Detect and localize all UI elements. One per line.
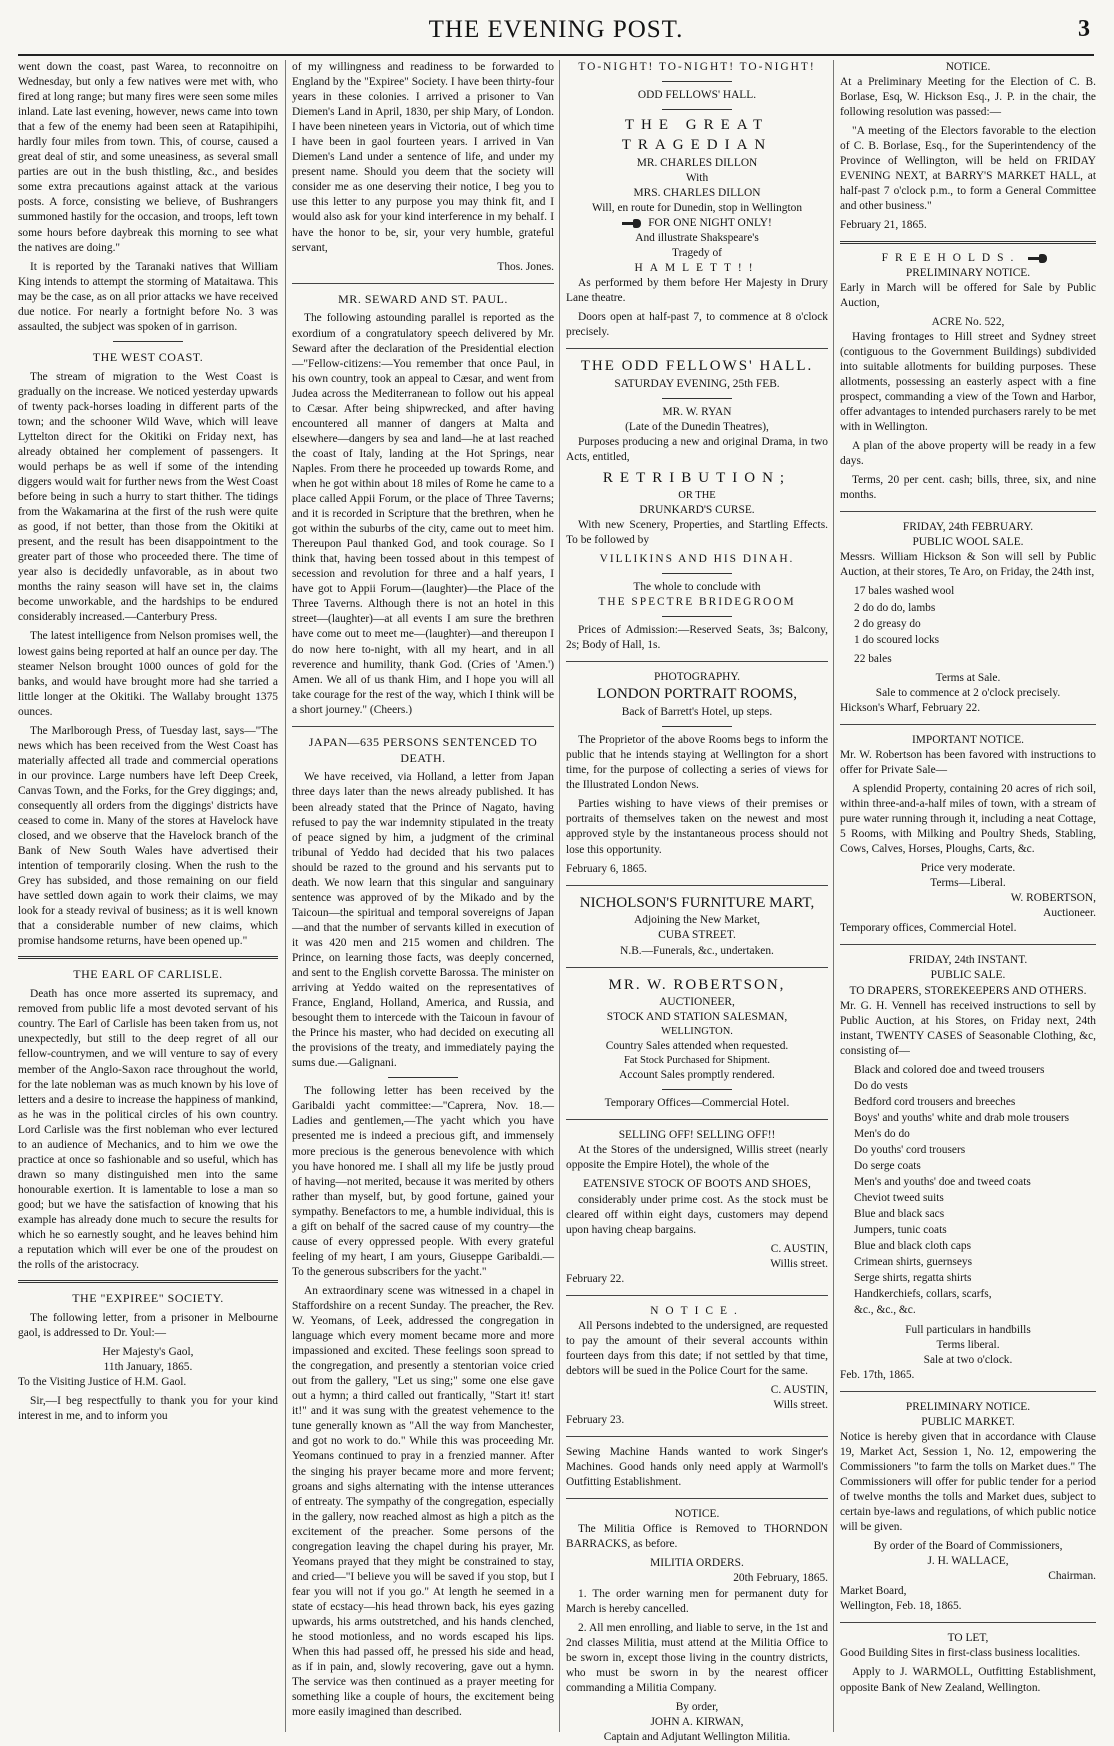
ad-text: Messrs. William Hickson & Son will sell by Public Auction, at their stores, Te Aro, on Friday, the 24th inst, [840,551,1096,579]
ad-text: With new Scenery, Properties, and Startling Effects. To be followed by [566,518,828,547]
divider [292,283,554,284]
ad-text: Parties wishing to have views of their premises or portraits of themselves taken on the newest and most approved style by the instantaneous process should not lose this opportunity. [566,798,828,856]
article-paragraph: Sir,—I beg respectfully to thank you for your kind interest in me, and to inform you [18,1395,278,1423]
ad-play-title: RETRIBUTION; [602,470,792,487]
ad-text: ACRE No. 522, [931,315,1005,328]
ad-topline: TO-NIGHT! TO-NIGHT! TO-NIGHT! [578,61,816,73]
ad-drapers-sale [840,953,1096,1382]
ad-text: Account Sales promptly rendered. [619,1069,775,1082]
ad-text: And illustrate Shakspeare's [635,231,759,244]
ad-text: Tragedy of [672,246,722,259]
ad-date: SATURDAY EVENING, 25th FEB. [614,378,780,391]
ad-heading: PUBLIC MARKET. [921,1415,1015,1428]
ad-text: Apply to J. WARMOLL, Outfitting Establishment, opposite Bank of New Zealand, Wellington. [840,1666,1096,1694]
ad-business-name: LONDON PORTRAIT ROOMS, [596,686,798,703]
column-divider [833,60,834,1732]
divider [566,1295,828,1296]
ad-text: considerably under prime cost. As the stock must be cleared off within eight days, customers may depend upon having cheap bargains. [566,1193,828,1236]
divider [388,1077,458,1078]
pointing-hand-icon [1028,254,1048,263]
ad-selling-off [566,1128,828,1286]
letter-address: Her Majesty's Gaol, [102,1346,194,1359]
ad-text: A splendid Property, containing 20 acres of rich soil, within three-and-a-half miles of town, with a stream of pure water running through it, including a neat Cottage, 5 Rooms, with Milking and Poultry Sheds, Stabling, Cows, Calves, Horses, Ploughs, Carts, &c. [840,782,1096,856]
divider [840,511,1096,512]
ad-text: WELLINGTON. [661,1026,733,1038]
divider [566,1498,828,1499]
ad-headline: THE GREAT TRAGEDIAN [621,117,773,153]
divider [840,944,1096,945]
divider [566,967,828,968]
list-item: Do serge coats [854,1160,921,1173]
ad-heading: NOTICE. [945,61,991,73]
ad-text: Fat Stock Purchased for Shipment. [623,1055,771,1067]
ad-heading: PHOTOGRAPHY. [654,671,740,684]
ad-text: STOCK AND STATION SALESMAN, [606,1011,788,1024]
ad-heading: TO LET, [947,1632,989,1645]
ad-heading: FREEHOLDS. [881,251,1021,264]
list-item: Crimean shirts, guernseys [854,1256,972,1269]
divider [566,348,828,349]
letter-date: 11th January, 1865. [103,1361,193,1374]
ad-text: Will, en route for Dunedin, stop in Wellington [591,201,803,214]
clothing-items [854,1063,1096,1319]
ad-date: 20th February, 1865. [733,1572,828,1585]
ad-text: AUCTIONEER, [659,996,735,1009]
ad-text: Terms liberal. [936,1338,1000,1351]
ad-election-notice [840,60,1096,234]
ad-play-title: THE SPECTRE BRIDEGROOM [598,596,796,609]
ad-text: Temporary Offices—Commercial Hotel. [604,1097,790,1110]
divider [292,726,554,727]
list-item: 1 do scoured locks [854,633,940,646]
ad-signature: C. AUSTIN, [770,1384,828,1397]
ad-wool-sale [840,520,1096,716]
headline-earl-of-carlisle: THE EARL OF CARLISLE. [73,967,223,982]
article-paragraph: The latest intelligence from Nelson promises well, the lowest gains being reported at half an ounce per day. The steamer Nelson brought 1000 ounces of gold for the banks, and would have brought more had she tarried a little longer at the Okitiki. The Wallaby brought 1375 ounces. [18,630,278,718]
ad-date: FRIDAY, 24th FEBRUARY. [902,521,1034,534]
list-item: Boys' and youths' white and drab mole trousers [854,1111,1070,1124]
ad-text: With [685,171,709,184]
ad-signature: J. H. WALLACE, [927,1555,1009,1568]
divider [18,956,278,959]
ad-subtitle: TO DRAPERS, STOREKEEPERS AND OTHERS. [849,984,1087,997]
ad-heading: NOTICE. [674,1508,720,1521]
newspaper-title: THE EVENING POST. [428,16,684,43]
list-item: Blue and black sacs [854,1208,945,1221]
ad-heading: SELLING OFF! SELLING OFF!! [618,1129,776,1142]
ad-signature: Wills street. [773,1399,828,1412]
ad-to-let [840,1631,1096,1695]
column-1 [18,60,278,1732]
list-item: Black and colored doe and tweed trousers [854,1063,1045,1076]
headline-expiree-society: THE "EXPIREE" SOCIETY. [72,1291,224,1306]
ad-play-title: VILLIKINS AND HIS DINAH. [599,553,795,566]
list-item: Men's and youths' doe and tweed coats [854,1176,1031,1189]
divider [662,616,732,617]
headline-west-coast: THE WEST COAST. [92,349,204,364]
list-item: 2 do do do, lambs [854,601,936,614]
article-paragraph: The following letter, from a prisoner in Melbourne gaol, is addressed to Dr. Youl:— [18,1312,278,1340]
ad-text: N.B.—Funerals, &c., undertaken. [620,944,774,957]
ad-heading-row [840,251,1096,266]
pointing-hand-icon [622,219,642,228]
ad-date: February 6, 1865. [566,862,647,875]
ad-text: Early in March will be offered for Sale by Public Auction, [840,281,1096,309]
divider [662,81,732,82]
divider [566,885,828,886]
ad-one-night [566,216,828,231]
ad-text: Good Building Sites in first-class business localities. [840,1647,1081,1660]
ad-text: Having frontages to Hill street and Sydney street (contiguous to the Government Buildings) subdivided into suitable allotments for building purposes. These allotments, possessing an easterly aspect with a fine prospect, commanding a view of the Town and Harbor, offer advantages to intended purchasers rarely to be met with in Wellington. [840,330,1096,434]
divider [566,661,828,662]
ad-text: Terms at Sale. [935,671,1001,684]
ad-performer: MRS. CHARLES DILLON [633,186,761,199]
article-paragraph: An extraordinary scene was witnessed in a chapel in Staffordshire on a recent Sunday. The preacher, the Rev. W. Yeomans, of Leek, addressed the congregation in language which every moment became more and more impassioned and excited. These feelings soon spread to the congregation, and presently a stentorian voice cried out from the gallery, "Let us sing;" some one else gave out a hymn; a third called out frantically, "Start it! start it!" and it was sung with the greatest vehemence to the tune generally known as "All the way from Manchester, and got no work to do." While this was proceeding Mr. Yeomans continued to pray in a frenzied manner. After the singing his prayer became more and more fervent; groans and sighs alternating with the intense utterances of entreaty. The sympathy of the congregation, especially in the gallery, now reached almost as high a pitch as the excitement of the preacher. Some persons of the congregation leaving the chapel during his prayer, Mr. Yeomans prayed that they might be constrained to stay, and cried—"I believe you will be saved if you stop, but I fear you will not if you go." At length he seemed in a state of ecstacy—his head thrown back, his eyes gazing upwards, his arms outstretched, and his hands clenched, he stood motionless, and no words escaped his lips. When this had passed off, he pressed his side and head, as if in pain, and, slowly recovering, gave out a hymn. The service was then continued as a prayer meeting for something like a couple of hours, the excitement being more easily imagined than described. [292,1284,554,1719]
ad-business-name: MR. W. ROBERTSON, [608,976,786,993]
ad-date: Wellington, Feb. 18, 1865. [840,1600,962,1613]
ad-freeholds [840,251,1096,504]
divider [662,726,732,727]
ad-signature: C. AUSTIN, [770,1242,828,1255]
ad-text: At the Stores of the undersigned, Willis street (nearly opposite the Empire Hotel), the whole of the [566,1144,828,1172]
letter-signature: Thos. Jones. [497,260,554,273]
divider [662,573,732,574]
divider [840,1622,1096,1623]
ad-text: Notice is hereby given that in accordance with Clause 19, Market Act, Session 1, No. 12, empowering the Commissioners "to farm the tolls on Market dues." The Commissioners will offer for public tender for a period of twelve months the tolls and Market dues, subject to certain bye-laws and regulations, of which public notice will be given. [840,1430,1096,1534]
article-paragraph: The following astounding parallel is reported as the exordium of a congratulatory speech delivered by Mr. Seward after the declaration of the Presidential election—"Fellow-citizens:—You remember that once Paul, in his own country, took an appeal to Cæsar, and went from Judea across the Mediterranean to follow out his appeal to Cæsar. After being shipwrecked, and after having encountered all manner of dangers at Malta and elsewhere—dangers by sea and land—he at last reached the coast of Italy, landing at the Hot Springs, near Naples. From there he proceeded up towards Rome, and when he got within about 18 miles of Rome he came to a place called Appii Forum, or the place of Three Taverns; and it is recorded in Scripture that the brethren, when he got within the suburbs of the city, came out to meet him. Thereupon Paul thanked God, and took courage. So I think that, having been tossed about in this tempest of secession and revolution for three and a half years, I have got to Appii Forum—(laughter)—the Place of the Three Taverns. Although there is not an hotel in this street—(laughter)—at all events I am sure the brethren have come out to meet me—(laughter)—and thereupon I do now here to-night, with all my heart, and in all reverence and humility, thank God. (Cries of 'Amen.') Amen. We all of us thank Him, and I hope you will all take courage for the rest of the way, which I think will be a short journey." (Cheers.) [292,312,554,716]
article-paragraph: The following letter has been received by the Garibaldi yacht committee:—"Caprera, Nov. 18.—Ladies and gentlemen,—The yacht which you have presented me is indeed a precious gift, and immensely more precious is the generous benevolence with which you have honored me. I shall all my life be justly proud of having—not merited, because it was merited by others rather than myself, but, by good fortune, gained your sympathy. Benefactors to me, a humble individual, this is a gift on behalf of the sacred cause of my country—the cause of every oppressed people. With every grateful feeling of my heart, I am yours, Giuseppe Garibaldi.—To the generous subscribers for the yacht." [292,1085,554,1278]
divider [662,109,732,110]
ad-subtitle: PRELIMINARY NOTICE. [905,1400,1031,1413]
ad-text: (Late of the Dunedin Theatres), [625,421,769,434]
ad-text: Temporary offices, Commercial Hotel. [840,922,1017,935]
list-item: 17 bales washed wool [854,585,955,598]
article-paragraph: of my willingness and readiness to be forwarded to England by the "Expiree" Society. I have been thirty-four years in these colonies. I arrived a prisoner to Van Diemen's Land in April, 1830, per ship Mary, of London. I have been nineteen years in Victoria, out of which time I have been in gaol fourteen years. I arrived in Van Diemen's Land under a sentence of life, and under my present name. Should you deem that the society will consider me as one deserving their notice, I beg you to use this letter to any purpose you may think fit, and I would also ask for your kind interference in my behalf. I have the honor to be, sir, your very humble, grateful servant, [292,61,554,254]
column-divider [559,60,560,1732]
ad-performer: MR. W. RYAN [662,406,732,419]
ad-heading: IMPORTANT NOTICE. [911,733,1025,746]
ad-signature: Auctioneer. [1043,907,1096,920]
list-item: Blue and black cloth caps [854,1240,972,1253]
ad-date: February 22. [566,1272,625,1285]
page-number: 3 [1078,16,1090,42]
ad-notice-austin [566,1304,828,1428]
ad-signature: JOHN A. KIRWAN, [650,1715,744,1728]
ad-text: CUBA STREET. [658,929,736,942]
ad-subtitle: PRELIMINARY NOTICE. [905,266,1031,279]
ad-text: OR THE [678,490,716,502]
ad-public-market [840,1400,1096,1615]
column-3 [566,60,828,1743]
ad-play-title: HAMLETT!! [634,262,760,275]
ad-subtitle: MILITIA ORDERS. [650,1557,744,1570]
ad-venue: ODD FELLOWS' HALL. [637,89,757,102]
ad-text: "A meeting of the Electors favorable to the election of C. B. Borlase, Esq., for the Superintendency of the Province of Wellington, will be held on FRIDAY EVENING NEXT, at BARRY'S MARKET HALL, at half-past 7 o'clock p.m., to form a General Committee and other business." [840,125,1096,213]
ad-text: Terms, 20 per cent. cash; bills, three, six, and nine months. [840,474,1096,502]
divider [113,341,183,342]
ad-text: The Militia Office is Removed to THORNDON BARRACKS, as before. [566,1523,828,1551]
divider [18,1280,278,1283]
article-paragraph: The stream of migration to the West Coast is gradually on the increase. We noticed yesterday upwards of twenty pack-horses loading in different parts of the town; and the schooner Wild Wave, which will leave Lyttelton direct for the Okitiki on Friday next, has already obtained her complement of passengers. It would perhaps be as well if some of the intending diggers would wait for further news from the West Coast before being in such a hurry to start thither. The tidings from the Wakamarina at the first of the rush were quite as good, if not better, than those from the Okitiki at present, and the result has been disappointment to the greater part of those who proceeded there. The time of year also is decidedly unfavorable, as in about two months the rainy season will have set in, the claims become unworkable, and the hardships to be endured considerably increased.—Canterbury Press. [18,370,278,624]
ad-performer: MR. CHARLES DILLON [636,156,758,169]
article-paragraph: went down the coast, past Warea, to reconnoitre on Wednesday, but only a few natives were met with, who fired at long range; but many fires were seen some miles inland. Late last evening, however, news came into town that a few of the enemy had been seen at Ratapihipihi, hardly four miles from town. This, of course, caused a great deal of stir, and some uneasiness, as several small parties are out in the bush thistling, &c., and besides some extra precautions against attack at the various posts. A force, consisting we believe, of Bushrangers summoned hastily for the occasion, and troops, left town some hours before daybreak this morning to see what the natives are doing." [18,61,278,254]
ad-date: Feb. 17th, 1865. [840,1368,915,1381]
ad-business-name: NICHOLSON'S FURNITURE MART, [579,894,815,911]
ad-heading: NOTICE. [650,1304,744,1317]
article-paragraph: We have received, via Holland, a letter from Japan three days later than the news already published. It has been already stated that the Prince of Nagato, having refused to pay the war indemnity stipulated in the treaty of peace signed by him, a judgment of the criminal tribunal of Yeddo had decided that his two palaces should be razed to the ground and his servants put to death. We now learn that this singular and sanguinary sentence was approved of by the Mikado and by the Taicoun—the spiritual and temporal sovereigns of Japan—and that the number of servants killed in execution of it was 420 men and 215 women and children. The Prince, on learning those facts, was deeply concerned, and sent to the English corvette Barossa. The minister on arriving at Yeddo waited on the representatives of France, England, Holland, America, and Russia, and besought them to intercede with the Taicoun in favour of the Prince his master, who had decided on executing all the provisions of the treaty, and immediately paying the sums due.—Galignani. [292,771,554,1070]
ad-text: Full particulars in handbills [905,1323,1031,1336]
headline-seward-st-paul: MR. SEWARD AND ST. PAUL. [338,291,508,306]
ad-prices: Prices of Admission:—Reserved Seats, 3s; Balcony, 2s; Body of Hall, 1s. [566,624,828,652]
ad-text: Sale to commence at 2 o'clock precisely. [875,686,1061,699]
ad-signature: Captain and Adjutant Wellington Militia. [603,1730,791,1743]
ad-subtitle: DRUNKARD'S CURSE. [639,503,755,516]
list-item: Bedford cord trousers and breeches [854,1095,1016,1108]
ad-text: Hickson's Wharf, February 22. [840,701,981,714]
ad-text: 2. All men enrolling, and liable to serve, in the 1st and 2nd classes Militia, must attend at the Militia Office to be sworn in, except those living in the country districts, who must be sworn in by the nearest officer commanding a Militia Company. [566,1621,828,1694]
ad-text: Mr. G. H. Vennell has received instructions to sell by Public Auction, at his Stores, on Friday next, 24th instant, TWENTY CASES of Seasonable Clothing, &c, consisting of— [840,999,1096,1057]
divider [566,1119,828,1120]
ad-text: By order, [675,1700,719,1713]
ad-text: All Persons indebted to the undersigned, are requested to pay the amount of their several accounts within fourteen days from this date; if not settled by that time, debtors will be sued in the Police Court for the same. [566,1319,828,1377]
letter-recipient: To the Visiting Justice of H.M. Gaol. [18,1376,187,1389]
column-2 [292,60,554,1732]
ad-heading: PUBLIC WOOL SALE. [912,536,1024,549]
list-item: 2 do greasy do [854,617,921,630]
ad-date: February 21, 1865. [840,219,927,232]
ad-text: Mr. W. Robertson has been favored with instructions to offer for Private Sale— [840,748,1096,776]
ad-text: Back of Barrett's Hotel, up steps. [621,706,773,719]
list-item: Do do vests [854,1079,908,1092]
ad-signature: Willis street. [770,1257,828,1270]
ad-sewing-machine: Sewing Machine Hands wanted to work Singer's Machines. Good hands only need apply at Warmoll's Outfitting Establishment. [566,1446,828,1489]
ad-date: FRIDAY, 24th INSTANT. [908,954,1028,967]
article-paragraph: It is reported by the Taranaki natives that William King intends to attempt the storming of Mataitawa. This may be the case, as on all prior attacks we have received due notice. For nearly a fortnight before No. 3 was assaulted, the subject was spoken of in garrison. [18,260,278,333]
list-item: &c., &c., &c. [854,1304,916,1317]
ad-important-notice [840,733,1096,937]
list-item: Men's do do [854,1127,910,1140]
ad-text: Country Sales attended when requested. [605,1040,789,1053]
column-divider [285,60,286,1732]
ad-text: FOR ONE NIGHT ONLY! [648,216,772,229]
ad-text: The Proprietor of the above Rooms begs to inform the public that he intends staying at Wellington for a short time, for the purpose of collecting a series of views for the Illustrated London News. [566,734,828,792]
ad-text: Purposes producing a new and original Drama, in two Acts, entitled, [566,436,828,464]
list-item: Handkerchiefs, collars, scarfs, [854,1288,992,1301]
ad-text: Price very moderate. [920,862,1016,875]
divider [840,1391,1096,1392]
ad-signature: Chairman. [1048,1570,1096,1583]
ad-subtitle: EATENSIVE STOCK OF BOOTS AND SHOES, [583,1178,811,1191]
ad-text: By order of the Board of Commissioners, [873,1540,1063,1553]
ad-text: The whole to conclude with [633,581,761,594]
ad-text: Adjoining the New Market, [634,914,760,927]
masthead [18,14,1094,56]
column-4 [840,60,1096,1732]
ad-signature: W. ROBERTSON, [1010,892,1096,905]
ad-text: Sale at two o'clock. [923,1353,1013,1366]
list-total: 22 bales [854,652,892,665]
ad-date: February 23. [566,1414,625,1427]
article-paragraph: The Marlborough Press, of Tuesday last, says—"The news which has been received from the West Coast has materially affected all trade and commercial operations in our province. Large numbers have left Deep Creek, Canvas Town, and the Forks, for the Grey diggings; and, consequently all orders from the diggings' districts have ceased to come in. Many of the stores at Havelock have closed, and we observe that the Havelock branch of the Bank of New South Wales have advertised their intention of temporarily closing. When the rush to the Grey has subsided, and those remaining on our field have settled down again to work their claims, we may look for a steady revival of business; as it is well known that a considerable number of new claims, which promise handsome returns, have been opened up." [18,724,278,948]
divider [840,241,1096,244]
ad-dillon [566,60,828,340]
ad-text: Doors open at half-past 7, to commence at 8 o'clock precisely. [566,311,828,339]
ad-venue: THE ODD FELLOWS' HALL. [580,358,814,375]
list-item: Jumpers, tunic coats [854,1224,947,1237]
ad-robertson-auctioneer [566,976,828,1112]
article-paragraph: Death has once more asserted its supremacy, and removed from public life a most devoted servant of his country. The Earl of Carlisle has been taken from us, not unexpectedly, but still to the deep regret of all our fellow-countrymen, and we will venture to say of every member of the Anglo-Saxon race throughout the world, for the late nobleman was as much known by his love of letters and a desire to increase the happiness of mankind, as he was in the political circles of his own country. Lord Carlisle was the first nobleman who ever lectured to an audience of Mechanics, and to him we owe the practice at once so fashionable and so useful, which has drawn so many distinguished men into the same honourable exertion. It is lamentable to lose a man so good; but we have the satisfaction of knowing that his example has already done much to secure the results for which he so earnestly sought, and he leaves behind him a reputation which will ever be one of the proudest on the rolls of the aristocracy. [18,988,278,1272]
ad-photography [566,670,828,876]
ad-text: Terms—Liberal. [930,877,1006,890]
ad-militia [566,1507,828,1745]
ad-text: At a Preliminary Meeting for the Election of C. B. Borlase, Esq, W. Hickson Esq., J. P. in the chair, the following resolution was passed:— [840,76,1096,119]
ad-ryan [566,357,828,653]
list-item: Do youths' cord trousers [854,1144,966,1156]
ad-text: As performed by them before Her Majesty in Drury Lane theatre. [566,277,828,305]
list-item: Serge shirts, regatta shirts [854,1272,972,1285]
ad-text: 1. The order warning men for permanent duty for March is hereby cancelled. [566,1587,828,1615]
divider [840,724,1096,725]
list-item: Cheviot tweed suits [854,1192,944,1205]
ad-text: Market Board, [840,1585,907,1598]
divider [662,1089,732,1090]
divider [566,1436,828,1437]
wool-items [854,584,1096,647]
ad-heading: PUBLIC SALE. [930,969,1006,982]
ad-nicholson [566,894,828,959]
divider [662,398,732,399]
ad-text: A plan of the above property will be ready in a few days. [840,440,1096,468]
headline-japan: JAPAN—635 PERSONS SENTENCED TO DEATH. [308,734,538,765]
